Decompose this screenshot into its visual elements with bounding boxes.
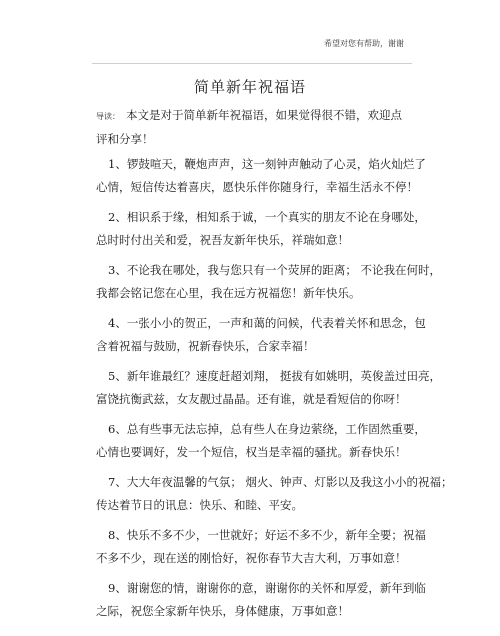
intro-text-line1: 本文是对于简单新年祝福语，如果觉得很不错，欢迎点 [126, 108, 402, 122]
greeting-list [96, 153, 453, 630]
list-item-line2: 不多不少，现在送的刚恰好，祝你春节大吉大利，万事如意！ [96, 551, 407, 565]
list-item [96, 312, 426, 358]
list-item-line1: 7、大大年夜温馨的气氛； 烟火、钟声、灯影以及我这小小的祝福； [108, 475, 453, 489]
list-item-line1: 8、快乐不多不少，一世就好；好运不多不少，新年全要；祝福 [108, 528, 426, 542]
list-item [96, 524, 426, 570]
list-item [96, 577, 426, 623]
list-item [96, 365, 441, 411]
document-title: 简单新年祝福语 [193, 78, 306, 96]
list-item-line1: 1、锣鼓喧天，鞭炮声声，这一刻钟声触动了心灵，焰火灿烂了 [108, 157, 426, 171]
list-item-line2: 传达着节日的讯息：快乐、和睦、平安。 [96, 498, 303, 512]
list-item-line2: 富饶抗衡武兹，女友靓过晶晶。还有谁，就是看短信的你呀！ [96, 392, 407, 406]
list-item-line1: 9、谢谢您的情，谢谢你的意，谢谢你的关怀和厚爱，新年到临 [108, 581, 426, 595]
list-item-line2: 总时时付出关和爱，祝吾友新年快乐，祥瑞如意！ [96, 233, 349, 247]
list-item-line2: 心情也要调好，发一个短信，权当是幸福的骚扰。新春快乐！ [96, 445, 407, 459]
header-note: 希望对您有帮助，谢谢 [324, 39, 404, 48]
list-item-line1: 4、一张小小的贺正，一声和蔼的问候，代表着关怀和思念，包 [108, 316, 426, 330]
list-item-line1: 2、相识系于缘，相知系于诚，一个真实的朋友不论在身哪处， [108, 210, 426, 224]
header-divider [92, 63, 412, 64]
list-item [96, 418, 426, 464]
list-item [96, 153, 426, 199]
list-item [96, 471, 453, 517]
list-item-line2: 之际，祝您全家新年快乐，身体健康，万事如意！ [96, 604, 349, 618]
intro-label: 导读： [96, 112, 120, 121]
list-item [96, 259, 441, 305]
intro-paragraph [96, 104, 414, 151]
list-item-line1: 5、新年谁最红？速度赶超刘翔， 挺拔有如姚明，英俊盖过田亮， [108, 369, 441, 383]
list-item-line2: 心情，短信传达着喜庆，愿快乐伴你随身行，幸福生活永不停！ [96, 180, 418, 194]
intro-text-line2: 评和分享！ [96, 132, 154, 146]
list-item [96, 206, 426, 252]
list-item-line1: 3、不论我在哪处，我与您只有一个荧屏的距离； 不论我在何时， [108, 263, 441, 277]
list-item-line2: 我都会铭记您在心里，我在远方祝福您！新年快乐。 [96, 286, 361, 300]
list-item-line2: 含着祝福与鼓励，祝新春快乐，合家幸福！ [96, 339, 315, 353]
list-item-line1: 6、总有些事无法忘掉，总有些人在身边萦绕，工作固然重要， [108, 422, 426, 436]
